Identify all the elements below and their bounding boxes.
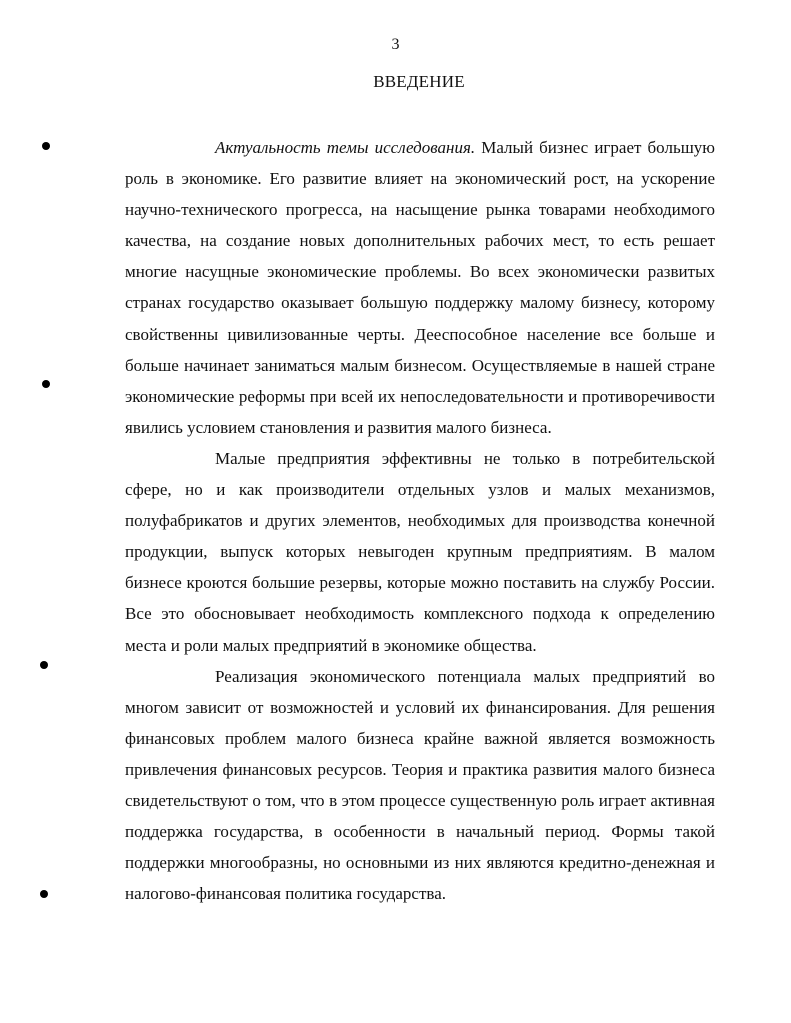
binder-hole-mark bbox=[42, 380, 50, 388]
paragraph-lead: Актуальность темы исследования. bbox=[215, 138, 476, 157]
binder-hole-mark bbox=[40, 890, 48, 898]
paragraph-relevance bbox=[125, 132, 715, 443]
page-title: ВВЕДЕНИЕ bbox=[373, 72, 465, 91]
page-number: 3 bbox=[391, 36, 400, 53]
paragraph-text: Малый бизнес играет большую роль в экономике. Его развитие влияет на экономический рост, на ускорение научно-технического прогресса, на насыщение рынка товарами необходимого качества, на создание новых дополнительных рабочих мест, то есть решает многие насущные экономические проблемы. Во всех экономически развитых странах государство оказывает большую поддержку малому бизнесу, которому свойственны цивилизованные черты. Дееспособное население все больше и больше начинает заниматься малым бизнесом. Осуществляемые в нашей стране экономические реформы при всей их непоследовательности и противоречивости явились условием становления и развития малого бизнеса. bbox=[125, 138, 715, 437]
binder-hole-mark bbox=[40, 661, 48, 669]
binder-hole-mark bbox=[42, 142, 50, 150]
paragraph-financing: Реализация экономического потенциала малых предприятий во многом зависит от возможностей и условий их финансирования. Для решения финансовых проблем малого бизнеса крайне важной является возможность привлечения финансовых ресурсов. Теория и практика развития малого бизнеса свидетельствуют о том, что в этом процессе существенную роль играет активная поддержка государства, в особенности в начальный период. Формы такой поддержки многообразны, но основными из них являются кредитно-денежная и налогово-финансовая политика государства. bbox=[125, 666, 715, 904]
body-text bbox=[125, 132, 715, 909]
paragraph-small-enterprises: Малые предприятия эффективны не только в потребительской сфере, но и как производители отдельных узлов и малых механизмов, полуфабрикатов и других элементов, необходимых для производства конечной продукции, выпуск которых невыгоден крупным предприятиям. В малом бизнесе кроются большие резервы, которые можно поставить на службу России. Все это обосновывает необходимость комплексного подхода к определению места и роли малых предприятий в экономике общества. bbox=[125, 448, 715, 655]
